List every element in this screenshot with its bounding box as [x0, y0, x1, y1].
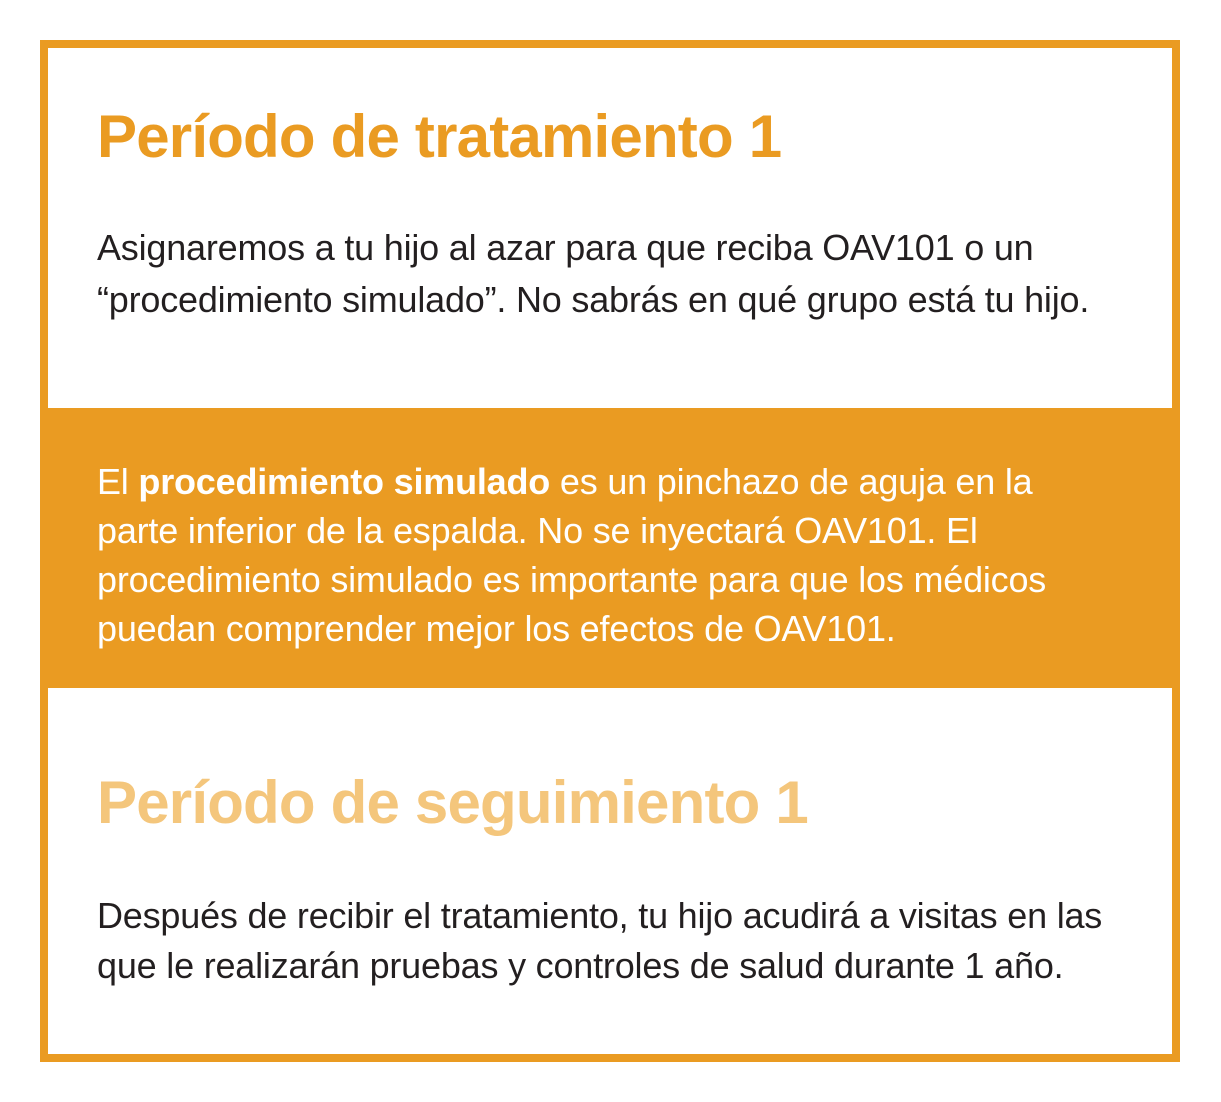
followup-period-text: Después de recibir el tratamiento, tu hijo acudirá a visitas en las que le realizarán pruebas y controles de salud durante 1 año. — [97, 895, 1103, 986]
sham-procedure-callout — [48, 408, 1172, 688]
sham-procedure-text — [97, 457, 1097, 653]
followup-period-title: Período de seguimiento 1 — [97, 769, 808, 836]
treatment-period-title: Período de tratamiento 1 — [97, 103, 782, 170]
info-card — [40, 40, 1180, 1062]
sham-procedure-lead: El — [97, 461, 139, 502]
treatment-period-text: Asignaremos a tu hijo al azar para que reciba OAV101 o un “procedimiento simulado”. No sabrás en qué grupo está tu hijo. — [97, 227, 1090, 320]
sham-procedure-description: es un pinchazo de aguja en la parte inferior de la espalda. No se inyectará OAV101. El procedimiento simulado es importante para que los médicos puedan comprender mejor los efectos de OAV101. — [97, 461, 1047, 649]
sham-procedure-term: procedimiento simulado — [138, 461, 551, 502]
